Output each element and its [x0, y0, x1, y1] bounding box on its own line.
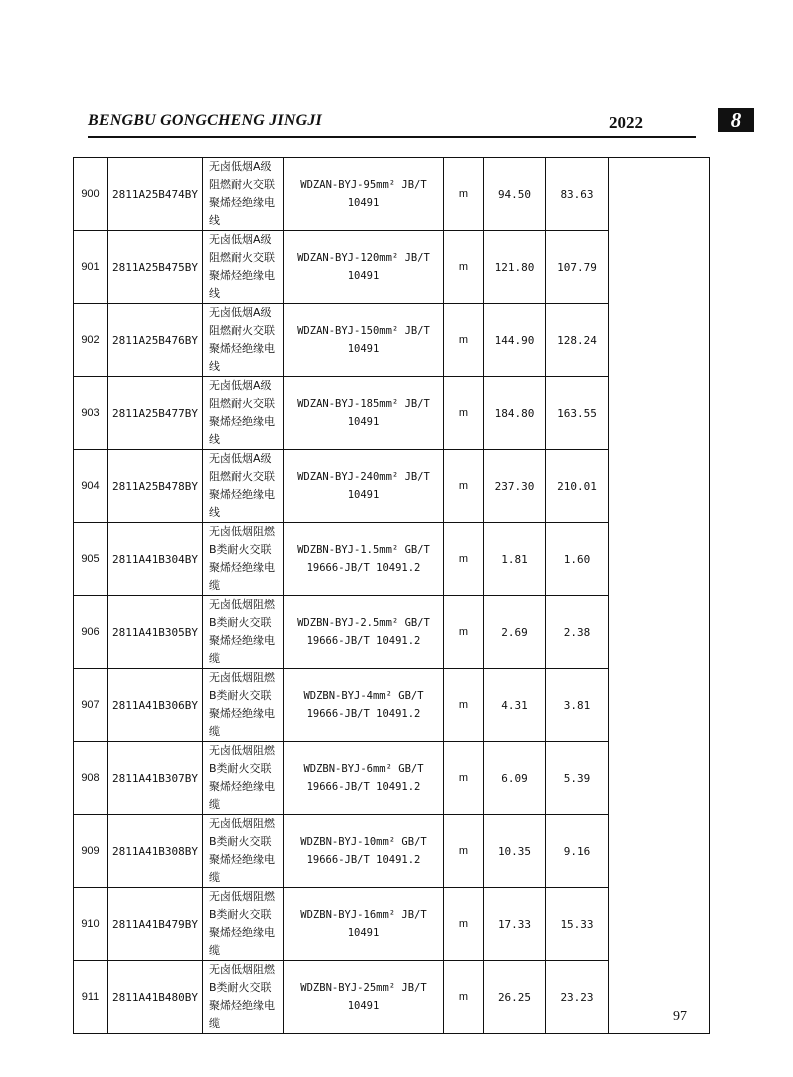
row-name-cell: 无卤低烟阻燃B类耐火交联聚烯烃绝缘电缆: [203, 815, 284, 888]
row-price2-cell: 23.23: [546, 961, 609, 1034]
row-price1-cell: 6.09: [484, 742, 546, 815]
row-name-cell: 无卤低烟A级阻燃耐火交联聚烯烃绝缘电线: [203, 231, 284, 304]
row-seq-cell: 902: [74, 304, 108, 377]
row-spec-cell: WDZBN-BYJ-25mm² JB/T 10491: [284, 961, 444, 1034]
row-unit-cell: m: [444, 815, 484, 888]
row-spec-cell: WDZBN-BYJ-1.5mm² GB/T 19666-JB/T 10491.2: [284, 523, 444, 596]
row-code-cell: 2811A41B307BY: [108, 742, 203, 815]
row-unit-cell: m: [444, 450, 484, 523]
row-price1-cell: 2.69: [484, 596, 546, 669]
row-unit-cell: m: [444, 523, 484, 596]
row-name-cell: 无卤低烟A级阻燃耐火交联聚烯烃绝缘电线: [203, 304, 284, 377]
row-name-cell: 无卤低烟阻燃B类耐火交联聚烯烃绝缘电缆: [203, 523, 284, 596]
row-name-cell: 无卤低烟阻燃B类耐火交联聚烯烃绝缘电缆: [203, 596, 284, 669]
row-seq-cell: 905: [74, 523, 108, 596]
row-code-cell: 2811A41B308BY: [108, 815, 203, 888]
row-name-cell: 无卤低烟A级阻燃耐火交联聚烯烃绝缘电线: [203, 450, 284, 523]
row-seq-cell: 904: [74, 450, 108, 523]
row-price1-cell: 17.33: [484, 888, 546, 961]
row-spec-cell: WDZAN-BYJ-240mm² JB/T 10491: [284, 450, 444, 523]
row-price2-cell: 5.39: [546, 742, 609, 815]
row-unit-cell: m: [444, 377, 484, 450]
row-seq-cell: 910: [74, 888, 108, 961]
row-price1-cell: 144.90: [484, 304, 546, 377]
table-row: [74, 158, 710, 231]
row-seq-cell: 908: [74, 742, 108, 815]
row-price1-cell: 1.81: [484, 523, 546, 596]
row-price2-cell: 15.33: [546, 888, 609, 961]
issue-year: 2022: [609, 113, 643, 132]
journal-title: BENGBU GONGCHENG JINGJI: [88, 112, 322, 129]
row-price2-cell: 3.81: [546, 669, 609, 742]
row-price2-cell: 210.01: [546, 450, 609, 523]
row-spec-cell: WDZBN-BYJ-16mm² JB/T 10491: [284, 888, 444, 961]
issue-number-badge: 8: [718, 108, 754, 132]
row-unit-cell: m: [444, 596, 484, 669]
row-price1-cell: 121.80: [484, 231, 546, 304]
price-table: [73, 157, 710, 1034]
row-name-cell: 无卤低烟阻燃B类耐火交联聚烯烃绝缘电缆: [203, 742, 284, 815]
row-seq-cell: 907: [74, 669, 108, 742]
row-spec-cell: WDZBN-BYJ-6mm² GB/T 19666-JB/T 10491.2: [284, 742, 444, 815]
row-price1-cell: 10.35: [484, 815, 546, 888]
row-seq-cell: 911: [74, 961, 108, 1034]
row-spec-cell: WDZBN-BYJ-2.5mm² GB/T 19666-JB/T 10491.2: [284, 596, 444, 669]
running-header: [88, 108, 742, 136]
row-unit-cell: m: [444, 961, 484, 1034]
row-spec-cell: WDZAN-BYJ-95mm² JB/T 10491: [284, 158, 444, 231]
row-price1-cell: 237.30: [484, 450, 546, 523]
row-seq-cell: 901: [74, 231, 108, 304]
row-price2-cell: 9.16: [546, 815, 609, 888]
row-seq-cell: 903: [74, 377, 108, 450]
row-name-cell: 无卤低烟阻燃B类耐火交联聚烯烃绝缘电缆: [203, 961, 284, 1034]
row-name-cell: 无卤低烟A级阻燃耐火交联聚烯烃绝缘电线: [203, 377, 284, 450]
row-name-cell: 无卤低烟阻燃B类耐火交联聚烯烃绝缘电缆: [203, 669, 284, 742]
row-unit-cell: m: [444, 231, 484, 304]
row-name-cell: 无卤低烟阻燃B类耐火交联聚烯烃绝缘电缆: [203, 888, 284, 961]
remarks-cell: [609, 158, 710, 1034]
row-price2-cell: 1.60: [546, 523, 609, 596]
row-price1-cell: 4.31: [484, 669, 546, 742]
row-code-cell: 2811A41B304BY: [108, 523, 203, 596]
row-seq-cell: 900: [74, 158, 108, 231]
row-price2-cell: 107.79: [546, 231, 609, 304]
row-price2-cell: 128.24: [546, 304, 609, 377]
row-price1-cell: 184.80: [484, 377, 546, 450]
row-code-cell: 2811A41B480BY: [108, 961, 203, 1034]
row-code-cell: 2811A25B476BY: [108, 304, 203, 377]
row-spec-cell: WDZAN-BYJ-150mm² JB/T 10491: [284, 304, 444, 377]
row-price1-cell: 94.50: [484, 158, 546, 231]
row-seq-cell: 909: [74, 815, 108, 888]
row-code-cell: 2811A25B477BY: [108, 377, 203, 450]
row-price1-cell: 26.25: [484, 961, 546, 1034]
row-code-cell: 2811A25B474BY: [108, 158, 203, 231]
row-code-cell: 2811A41B305BY: [108, 596, 203, 669]
row-seq-cell: 906: [74, 596, 108, 669]
row-price2-cell: 163.55: [546, 377, 609, 450]
row-code-cell: 2811A25B478BY: [108, 450, 203, 523]
row-spec-cell: WDZBN-BYJ-4mm² GB/T 19666-JB/T 10491.2: [284, 669, 444, 742]
row-price2-cell: 2.38: [546, 596, 609, 669]
row-unit-cell: m: [444, 158, 484, 231]
row-unit-cell: m: [444, 742, 484, 815]
row-spec-cell: WDZAN-BYJ-120mm² JB/T 10491: [284, 231, 444, 304]
row-spec-cell: WDZAN-BYJ-185mm² JB/T 10491: [284, 377, 444, 450]
row-price2-cell: 83.63: [546, 158, 609, 231]
row-code-cell: 2811A41B306BY: [108, 669, 203, 742]
row-unit-cell: m: [444, 304, 484, 377]
row-unit-cell: m: [444, 888, 484, 961]
price-table-body: [74, 158, 710, 1034]
row-unit-cell: m: [444, 669, 484, 742]
row-spec-cell: WDZBN-BYJ-10mm² GB/T 19666-JB/T 10491.2: [284, 815, 444, 888]
page-number: 97: [673, 1009, 687, 1024]
row-name-cell: 无卤低烟A级阻燃耐火交联聚烯烃绝缘电线: [203, 158, 284, 231]
row-code-cell: 2811A41B479BY: [108, 888, 203, 961]
row-code-cell: 2811A25B475BY: [108, 231, 203, 304]
header-rule: [88, 136, 696, 138]
